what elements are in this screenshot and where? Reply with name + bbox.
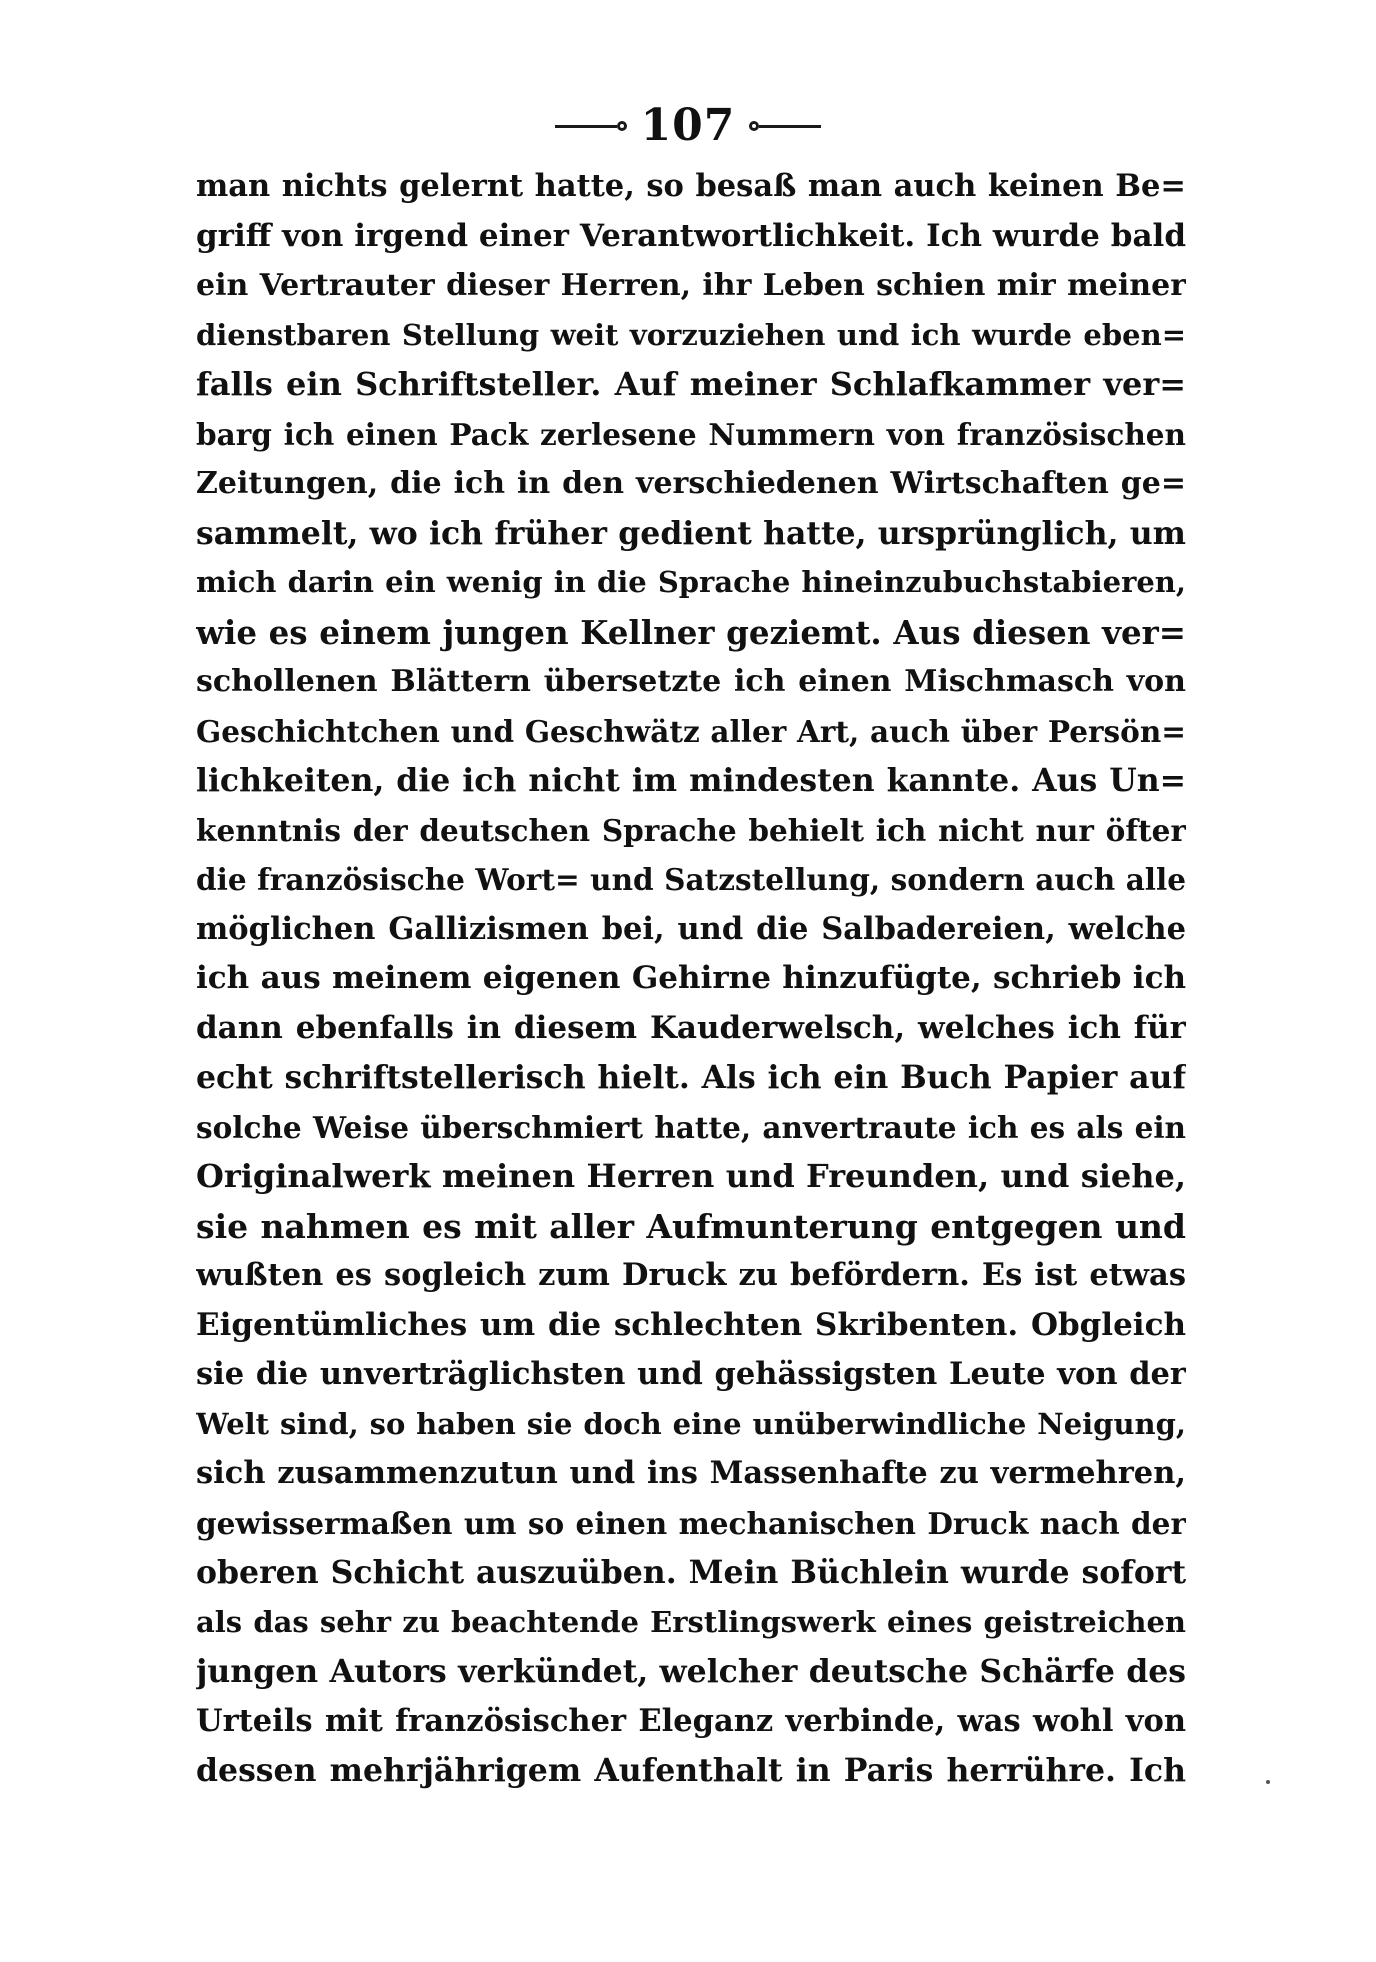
text-line: Eigentümliches um die schlechten Skribenten. Obgleich <box>196 1306 1186 1343</box>
ornament-circle <box>617 121 627 131</box>
ornament-circle <box>749 121 759 131</box>
text-line: dienstbaren Stellung weit vorzuziehen und ich wurde eben= <box>196 317 1186 352</box>
text-line: dessen mehrjährigem Aufenthalt in Paris herrühre. Ich <box>196 1752 1186 1789</box>
text-line: Welt sind, so haben sie doch eine unüberwindliche Neigung, <box>196 1406 1186 1441</box>
text-line: die französische Wort= und Satzstellung, sondern auch alle <box>196 862 1186 897</box>
text-line: Originalwerk meinen Herren und Freunden, und siehe, <box>196 1157 1186 1195</box>
text-line: mich darin ein wenig in die Sprache hineinzubuchstabieren, <box>196 565 1186 599</box>
text-line: dann ebenfalls in diesem Kauderwelsch, welches ich für <box>196 1009 1186 1046</box>
text-line: ich aus meinem eigenen Gehirne hinzufügte, schrieb ich <box>196 960 1186 996</box>
text-line: sammelt, wo ich früher gedient hatte, ursprünglich, um <box>196 514 1186 552</box>
text-line: als das sehr zu beachtende Erstlingswerk eines geistreichen <box>196 1604 1186 1639</box>
text-line: man nichts gelernt hatte, so besaß man auch keinen Be= <box>196 168 1186 204</box>
ornament-line <box>759 125 821 128</box>
text-line: sie die unverträglichsten und gehässigsten Leute von der <box>196 1356 1186 1392</box>
page-header <box>0 96 1376 156</box>
text-line: jungen Autors verkündet, welcher deutsche Schärfe des <box>196 1653 1186 1690</box>
text-line: oberen Schicht auszuüben. Mein Büchlein wurde sofort <box>196 1554 1186 1591</box>
text-line: Urteils mit französischer Eleganz verbinde, was wohl von <box>196 1702 1186 1739</box>
body-text <box>196 162 1186 1796</box>
text-line: wußten es sogleich zum Druck zu befördern. Es ist etwas <box>196 1257 1186 1293</box>
text-line: falls ein Schriftsteller. Auf meiner Schlafkammer ver= <box>196 365 1186 403</box>
text-line: sie nahmen es mit aller Aufmunterung entgegen und <box>196 1206 1186 1246</box>
ornament-line <box>555 125 617 128</box>
text-line: griff von irgend einer Verantwortlichkeit. Ich wurde bald <box>196 217 1186 254</box>
text-line: lichkeiten, die ich nicht im mindesten kannte. Aus Un= <box>196 762 1186 799</box>
right-ornament <box>749 121 821 131</box>
text-line: barg ich einen Pack zerlesene Nummern von französischen <box>196 416 1186 452</box>
text-line: wie es einem jungen Kellner geziemt. Aus diesen ver= <box>196 612 1186 652</box>
text-line: möglichen Gallizismen bei, und die Salbadereien, welche <box>196 910 1186 947</box>
text-line: solche Weise überschmiert hatte, anvertraute ich es als ein <box>196 1109 1186 1145</box>
text-line: kenntnis der deutschen Sprache behielt ich nicht nur öfter <box>196 812 1186 848</box>
text-line: schollenen Blättern übersetzte ich einen Mischmasch von <box>196 664 1186 699</box>
text-line: gewissermaßen um so einen mechanischen Druck nach der <box>196 1505 1186 1541</box>
text-line: Geschichtchen und Geschwätz aller Art, auch über Persön= <box>196 713 1186 749</box>
page-number: 107 <box>640 100 736 151</box>
paper-speck <box>1266 1780 1270 1784</box>
text-line: sich zusammenzutun und ins Massenhafte zu vermehren, <box>196 1455 1186 1491</box>
text-line: echt schriftstellerisch hielt. Als ich ein Buch Papier auf <box>196 1059 1186 1096</box>
text-line: ein Vertrauter dieser Herren, ihr Leben schien mir meiner <box>196 268 1186 303</box>
left-ornament <box>555 121 627 131</box>
text-line: Zeitungen, die ich in den verschiedenen Wirtschaften ge= <box>196 466 1186 501</box>
